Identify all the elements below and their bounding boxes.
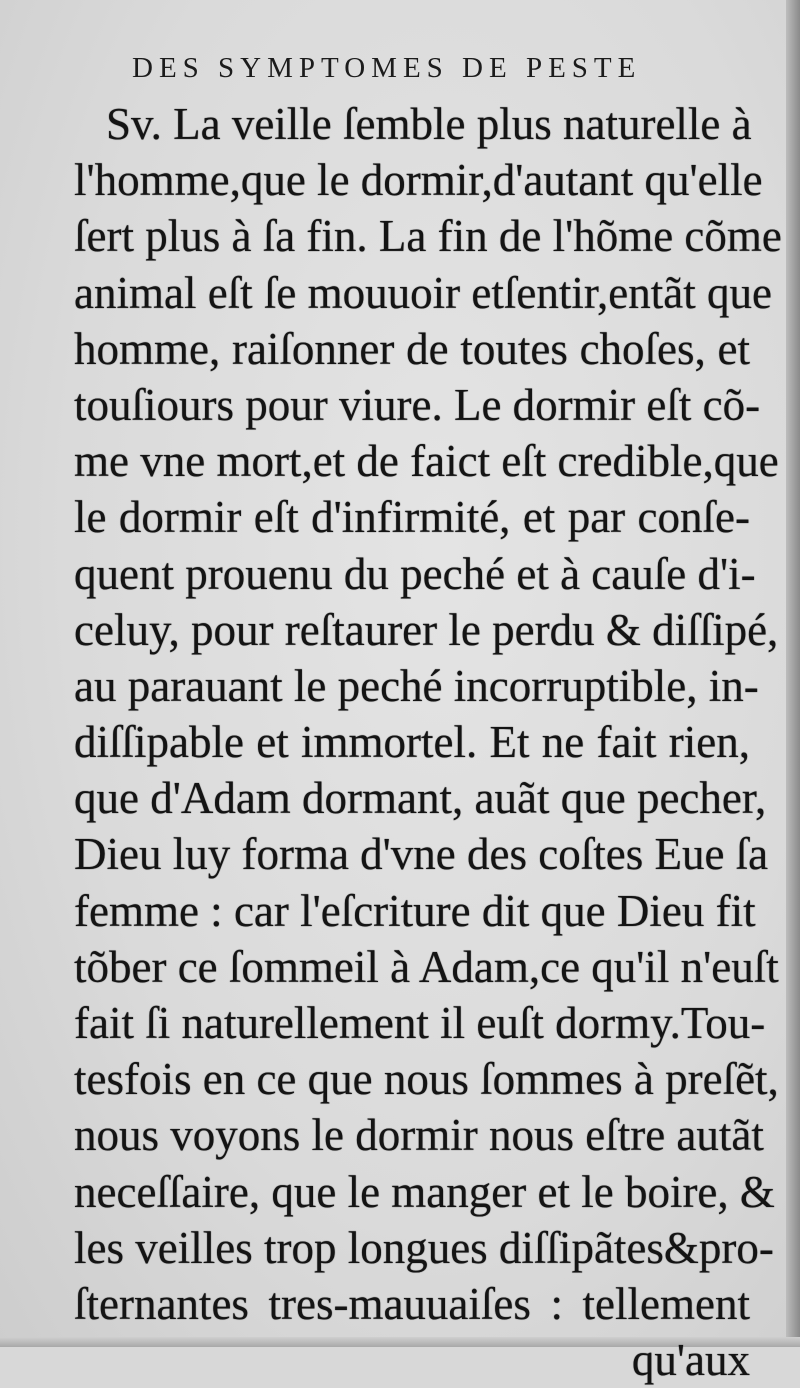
text-line: nous voyons le dormir nous eſtre autãt [74,1110,764,1161]
text-line: Dieu luy forma d'vne des coſtes Eue ſa [74,829,769,880]
text-line: tõber ce ſommeil à Adam,ce qu'il n'euſt [74,941,779,992]
page-edge-right [786,0,800,1347]
text-line: Sv. La veille ſemble plus naturelle à [106,99,752,149]
text-line: quent prouenu du peché et à cauſe d'i- [74,548,756,599]
text-line: touſiours pour viure. Le dormir eſt cõ- [74,379,761,430]
text-line: le dormir eſt d'infirmité, et par conſe- [74,492,750,543]
text-line: fait ſi naturellement il euſt dormy.Tou- [74,998,766,1048]
running-head: DES SYMPTOMES DE PESTE [132,52,642,84]
text-line: homme, raiſonner de toutes choſes, et [74,323,750,374]
text-line: femme : car l'eſcriture dit que Dieu fit [74,885,756,936]
text-line: neceſſaire, que le manger et le boire, & [74,1166,775,1217]
text-line: ſert plus à ſa fin. La fin de l'hõme cõme [74,211,782,262]
text-line: tesfois en ce que nous ſommes à preſẽt, [74,1054,779,1105]
text-line: les veilles trop longues diſſipãtes&pro- [74,1222,774,1273]
body-text [74,96,782,1388]
text-line: au parauant le peché incorruptible, in- [74,660,759,711]
text-line: diſſipable et immortel. Et ne fait rien, [74,717,750,768]
text-line: celuy, pour reſtaurer le perdu & diſſipé, [74,604,779,655]
text-line: me vne mort,et de faict eſt credible,que [74,436,779,487]
text-line: l'homme,que le dormir,d'autant qu'elle [74,155,763,206]
catchword: qu'aux [631,1335,750,1386]
text-line: que d'Adam dormant, auãt que pecher, [74,773,767,824]
text-line: animal eſt ſe mouuoir etſentir,entãt que [74,267,772,318]
text-line: ſternantes tres-mauuaiſes : tellement [74,1278,750,1329]
